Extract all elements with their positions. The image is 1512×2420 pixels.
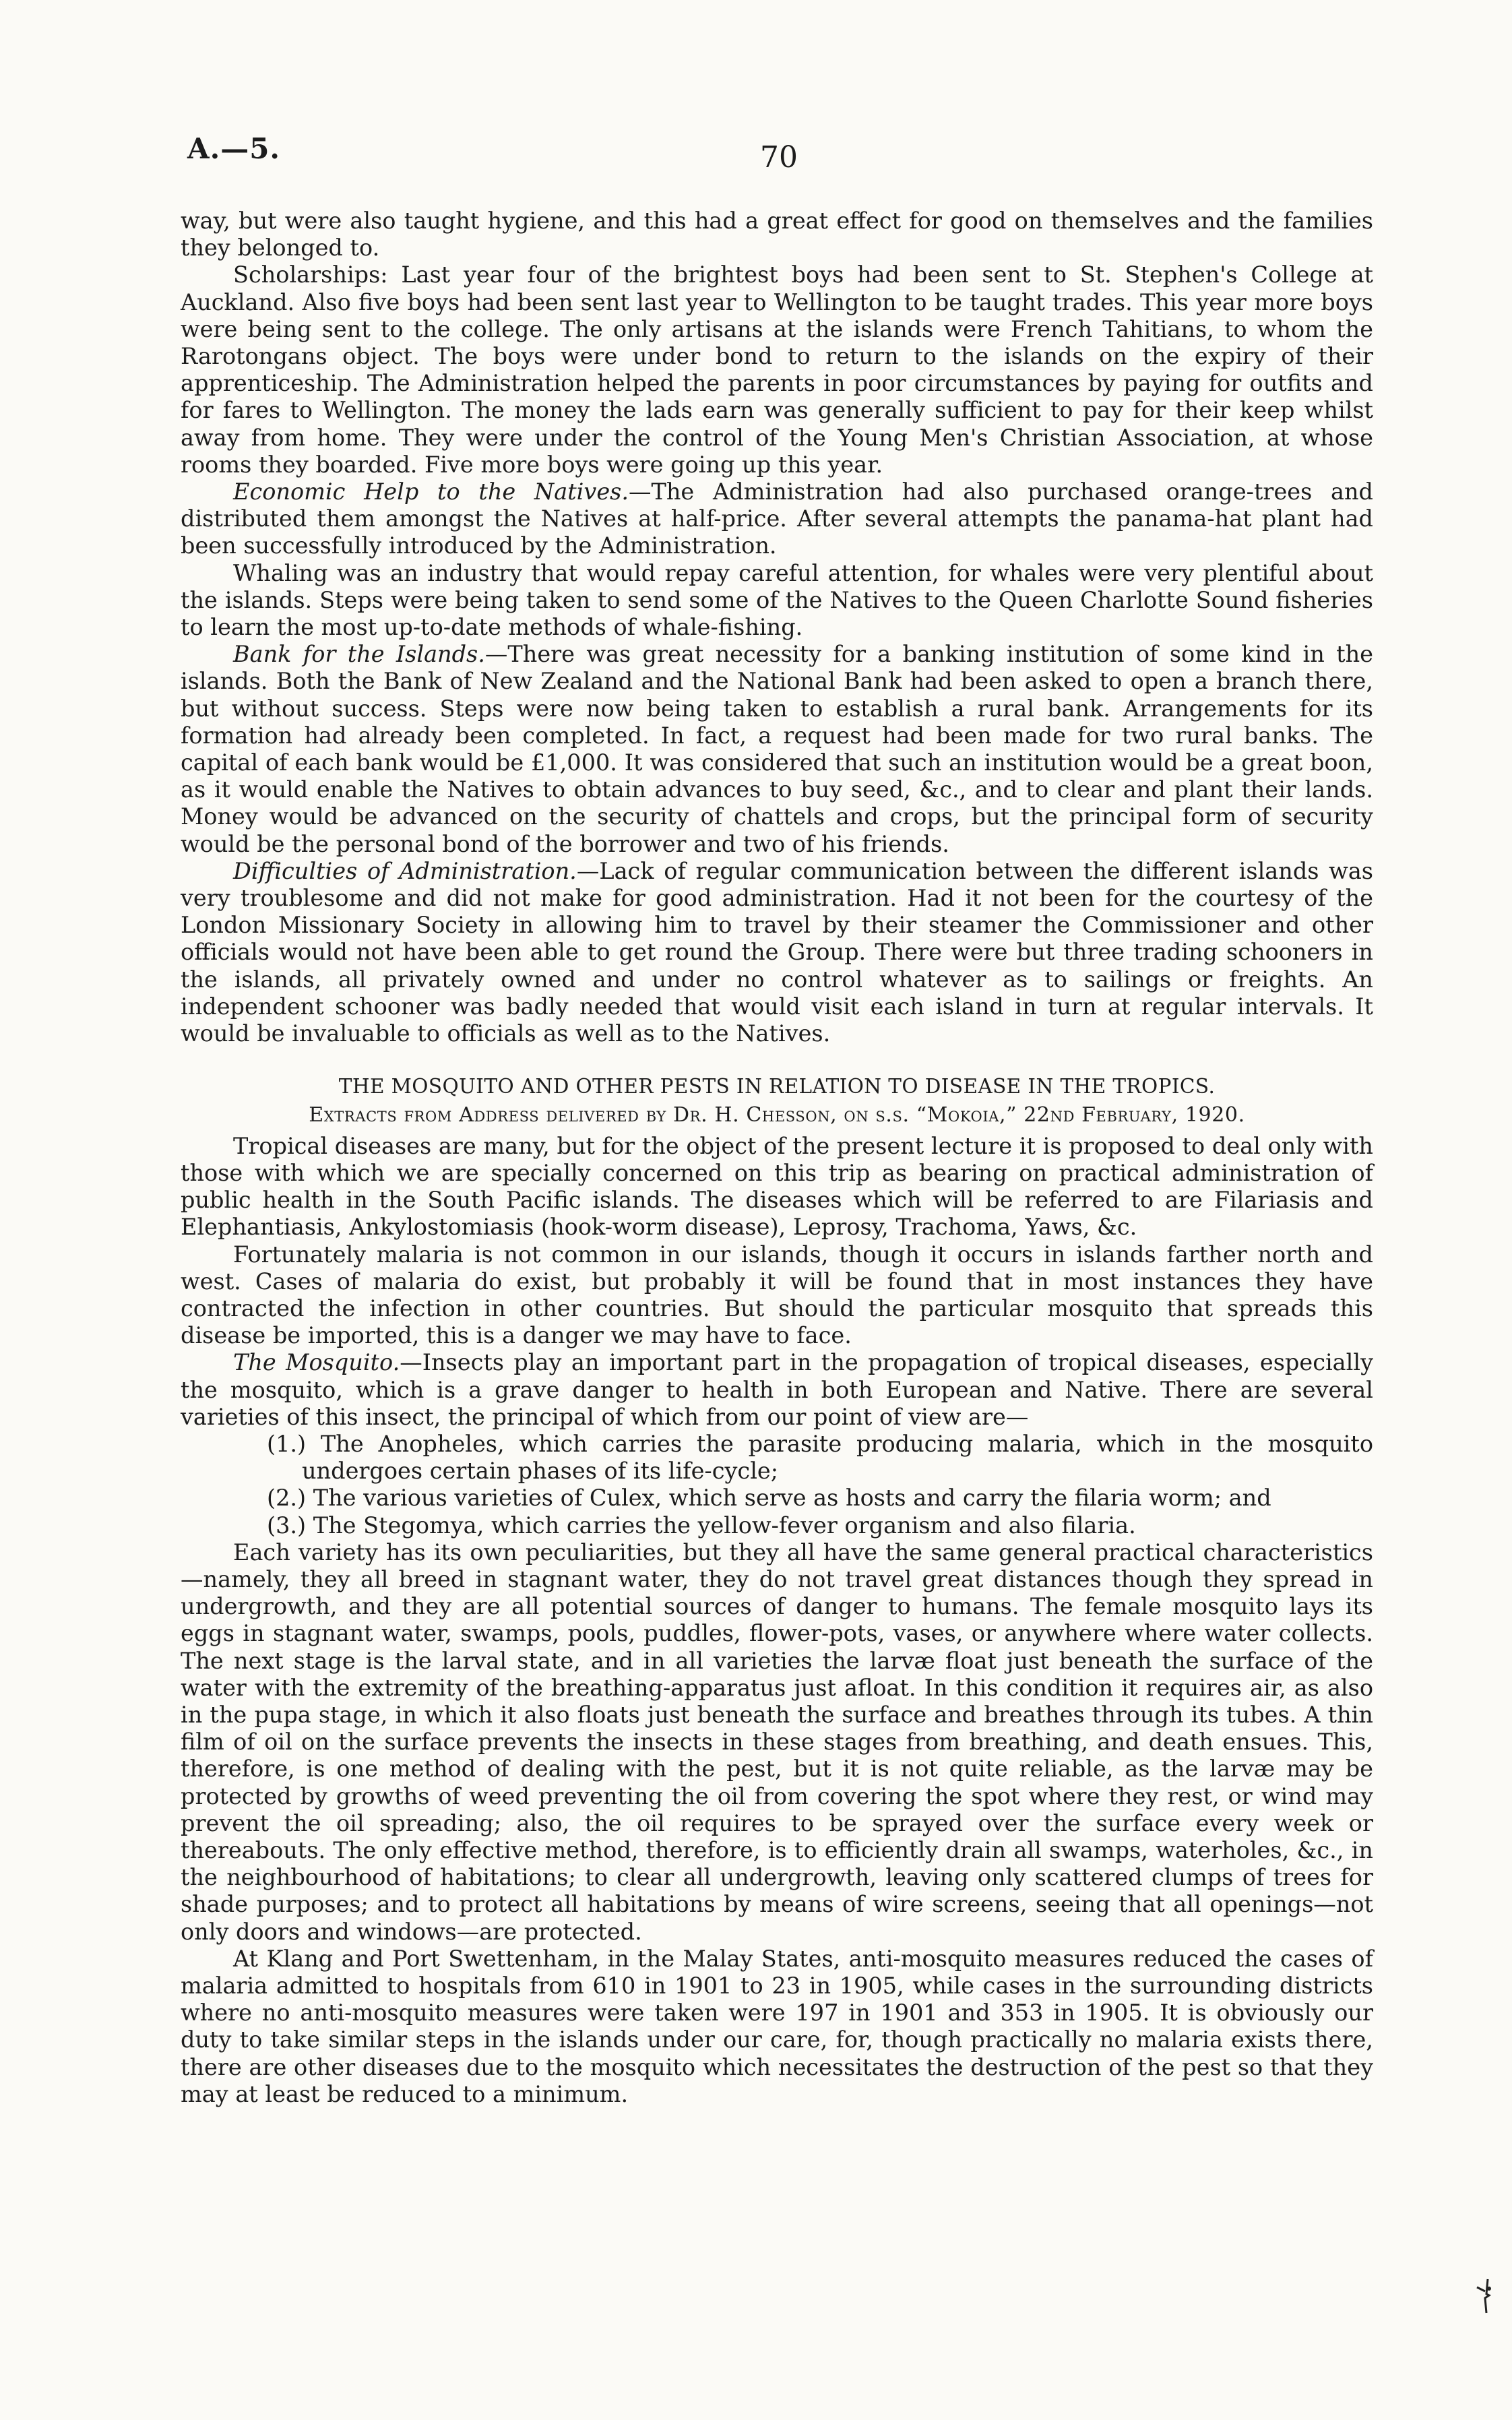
paper-reference: A.—5. — [187, 132, 281, 165]
paragraph-tropical-diseases: Tropical diseases are many, but for the object of the present lecture it is proposed to deal only with those with which we are specially concerned on this trip as bearing on practical administration of public health in the South Pacific islands. The diseases which will be referred to are Filariasis and Elephantiasis, Ankylostomiasis (hook-worm disease), Leprosy, Trachoma, Yaws, &c. — [181, 1132, 1373, 1241]
section-subtitle: Extracts from Address delivered by Dr. H. Chesson, on s.s. “Mokoia,” 22nd February, 1920. — [309, 1103, 1245, 1127]
list-item: (2.) The various varieties of Culex, which serve as hosts and carry the filaria worm; and — [267, 1485, 1271, 1512]
paragraph: way, but were also taught hygiene, and this had a great effect for good on themselves and the families they belonged to. — [181, 208, 1373, 261]
paragraph-scholarships: Scholarships: Last year four of the brightest boys had been sent to St. Stephen's College at Auckland. Also five boys had been sent last year to Wellington to be taught trades. This year more boys were being sent to the college. The only artisans at the islands were French Tahitians, to whom the Rarotongans object. The boys were under bond to return to the islands on the expiry of their apprenticeship. The Administration helped the parents in poor circumstances by paying for outfits and for fares to Wellington. The money the lads earn was generally sufficient to pay for their keep whilst away from home. They were under the control of the Young Men's Christian Association, at whose rooms they boarded. Five more boys were going up this year. — [181, 261, 1373, 478]
paragraph-heading: Bank for the Islands. — [233, 641, 485, 668]
margin-mark-icon — [1473, 2275, 1500, 2316]
paragraph-text: —The Administration had also purchased orange-trees and distributed them amongst the Natives at half-price. After several attempts the panama-hat plant had been successfully introduced by the Administration. — [181, 478, 1373, 559]
paragraph-bank — [181, 641, 1373, 858]
paragraph-difficulties — [181, 858, 1373, 1047]
paragraph-text: —Lack of regular communication between the different islands was very troublesome and did not make for good administration. Had it not been for the courtesy of the London Missionary Society in allowing him to travel by their steamer the Commissioner and other officials would not have been able to get round the Group. There were but three trading schooners in the islands, all privately owned and under no control whatever as to sailings or freights. An independent schooner was badly needed that would visit each island in turn at regular intervals. It would be invaluable to officials as well as to the Natives. — [181, 857, 1373, 1047]
page-number: 70 — [760, 140, 798, 175]
paragraph-heading: The Mosquito. — [233, 1349, 400, 1376]
paragraph-variety: Each variety has its own peculiarities, but they all have the same general practical characteristics—namely, they all breed in stagnant water, they do not travel great distances though they spread in undergrowth, and they are all potential sources of danger to humans. The female mosquito lays its eggs in stagnant water, swamps, pools, puddles, flower-pots, vases, or anywhere where water collects. The next stage is the larval state, and in all varieties the larvæ float just beneath the surface of the water with the extremity of the breathing-apparatus just afloat. In this condition it requires air, as also in the pupa stage, in which it also floats just beneath the surface and breathes through its tubes. A thin film of oil on the surface prevents the insects in these stages from breathing, and death ensues. This, therefore, is one method of dealing with the pest, but it is not quite reliable, as the larvæ may be protected by growths of weed preventing the oil from covering the spot where they rest, or wind may prevent the oil spreading; also, the oil requires to be sprayed over the surface every week or thereabouts. The only effective method, therefore, is to efficiently drain all swamps, waterholes, &c., in the neighbourhood of habitations; to clear all undergrowth, leaving only scattered clumps of trees for shade purposes; and to protect all habitations by means of wire screens, seeing that all openings—not only doors and windows—are protected. — [181, 1539, 1373, 1945]
body-text — [181, 208, 1373, 2108]
paragraph-text: —There was great necessity for a banking institution of some kind in the islands. Both the Bank of New Zealand and the National Bank had been asked to open a branch there, but without success. Steps were now being taken to establish a rural bank. Arrangements for its formation had already been completed. In fact, a request had been made for two rural banks. The capital of each bank would be £1,000. It was considered that such an institution would be a great boon, as it would enable the Natives to obtain advances to buy seed, &c., and to clear and plant their lands. Money would be advanced on the security of chattels and crops, but the principal form of security would be the personal bond of the borrower and two of his friends. — [181, 641, 1373, 857]
section-title: THE MOSQUITO AND OTHER PESTS IN RELATION TO DISEASE IN THE TROPICS. — [338, 1075, 1216, 1098]
paragraph-text: —Insects play an important part in the propagation of tropical diseases, especially the mosquito, which is a grave danger to health in both European and Native. There are several varieties of this insect, the principal of which from our point of view are— — [181, 1349, 1374, 1430]
list-item: (3.) The Stegomya, which carries the yellow-fever organism and also filaria. — [267, 1512, 1136, 1539]
paragraph-heading: Economic Help to the Natives. — [233, 478, 629, 505]
paragraph-economic-help — [181, 478, 1373, 560]
paragraph-klang: At Klang and Port Swettenham, in the Malay States, anti-mosquito measures reduced the cases of malaria admitted to hospitals from 610 in 1901 to 23 in 1905, while cases in the surrounding districts where no anti-mosquito measures were taken were 197 in 1901 and 353 in 1905. It is obviously our duty to take similar steps in the islands under our care, for, though practically no malaria exists there, there are other diseases due to the mosquito which necessitates the destruction of the pest so that they may at least be reduced to a minimum. — [181, 1945, 1373, 2107]
paragraph-whaling: Whaling was an industry that would repay careful attention, for whales were very plentiful about the islands. Steps were being taken to send some of the Natives to the Queen Charlotte Sound fisheries to learn the most up-to-date methods of whale-fishing. — [181, 559, 1373, 641]
paragraph-mosquito — [181, 1349, 1373, 1431]
paragraph-heading: Difficulties of Administration. — [233, 857, 577, 884]
paragraph-malaria: Fortunately malaria is not common in our islands, though it occurs in islands farther north and west. Cases of malaria do exist, but probably it will be found that in most instances they have contracted the infection in other countries. But should the particular mosquito that spreads this disease be imported, this is a danger we may have to face. — [181, 1241, 1373, 1349]
list-item: (1.) The Anopheles, which carries the parasite producing malaria, which in the mosquito undergoes certain phases of its life-cycle; — [267, 1430, 1373, 1485]
